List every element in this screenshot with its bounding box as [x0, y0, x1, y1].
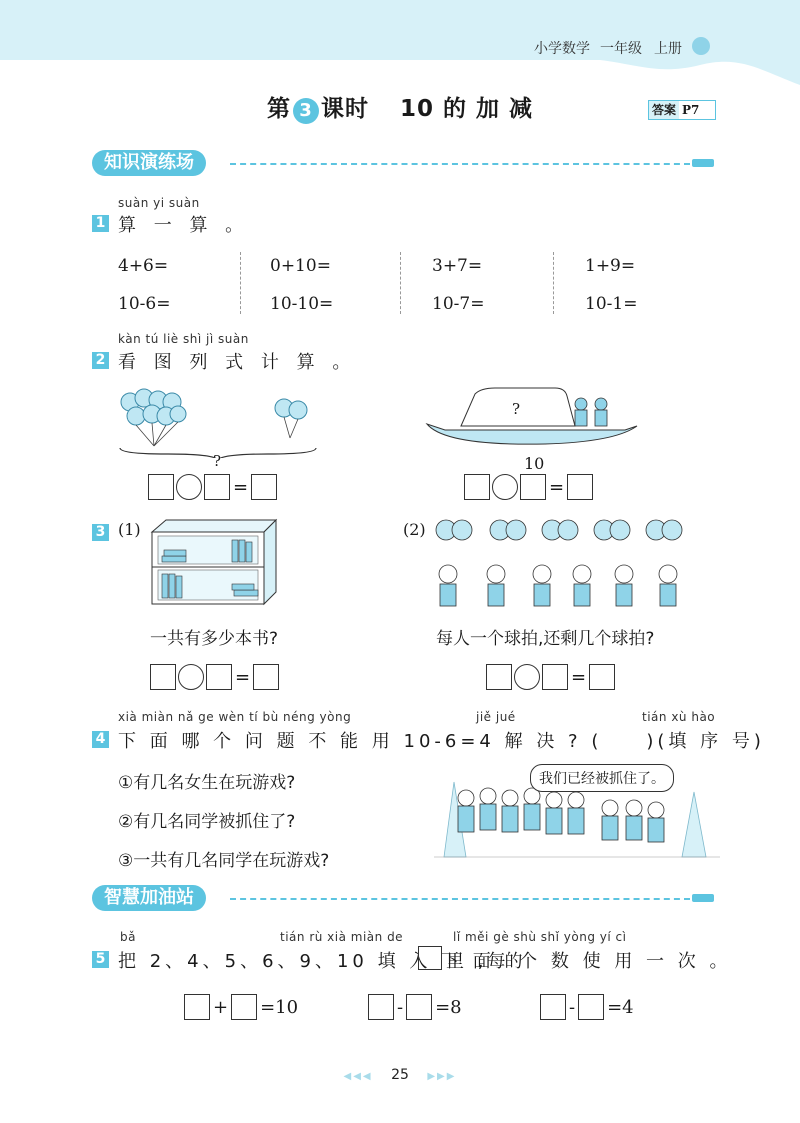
- q2-stem: 看 图 列 式 计 算 。: [118, 352, 357, 373]
- q5-equation-3: [540, 994, 637, 1020]
- q4-stem: 下 面 哪 个 问 题 不 能 用 10-6=4 解 决 ? ( )(填 序 号): [118, 731, 765, 752]
- q3-part2-question: 每人一个球拍,还剩几个球拍?: [436, 629, 655, 649]
- answer-box[interactable]: [520, 474, 546, 500]
- q5-stem-end: 里 ,每 个 数 使 用 一 次 。: [446, 951, 732, 972]
- q1-expr: 10-10=: [270, 294, 334, 314]
- bookshelf-illustration: [148, 518, 280, 606]
- header-volume: 上册: [654, 41, 682, 57]
- section-banner-practice: 知识演练场: [92, 150, 206, 176]
- answer-box[interactable]: [204, 474, 230, 500]
- answer-reference: [648, 100, 716, 120]
- equation-rhs: =10: [260, 996, 299, 1018]
- column-divider: [240, 252, 241, 314]
- answer-box[interactable]: [589, 664, 615, 690]
- equals-sign: =: [235, 666, 251, 688]
- header-circle-icon: [692, 37, 710, 55]
- paddles-and-children-illustration: [434, 518, 690, 608]
- answer-box[interactable]: [464, 474, 490, 500]
- operator: +: [213, 996, 229, 1018]
- q2-right-total: 10: [524, 454, 545, 473]
- operator-circle[interactable]: [492, 474, 518, 500]
- balloons-illustration: [118, 388, 328, 458]
- answer-page: P7: [682, 103, 700, 117]
- title-suffix: 课时: [320, 96, 369, 122]
- q4-option: ③一共有几名同学在玩游戏?: [118, 851, 330, 871]
- answer-box[interactable]: [368, 994, 394, 1020]
- equals-sign: =: [233, 476, 249, 498]
- answer-box[interactable]: [567, 474, 593, 500]
- q1-stem: 算 一 算 。: [118, 215, 250, 236]
- q4-pinyin: xià miàn nǎ ge wèn tí bù néng yòng: [118, 710, 352, 724]
- section-banner-wisdom: 智慧加油站: [92, 885, 206, 911]
- q1-number: 1: [92, 215, 109, 232]
- q2-pinyin: kàn tú liè shì jì suàn: [118, 332, 249, 346]
- q5-pinyin-end: lǐ měi gè shù shǐ yòng yí cì: [453, 930, 627, 944]
- q3-part1-answer-boxes: [150, 664, 279, 690]
- q5-number: 5: [92, 951, 109, 968]
- q5-equation-1: [184, 994, 301, 1020]
- q4-number: 4: [92, 731, 109, 748]
- answer-label: 答案: [649, 101, 679, 119]
- q4-option: ①有几名女生在玩游戏?: [118, 773, 296, 793]
- q2-number: 2: [92, 352, 109, 369]
- pencil-icon: [692, 894, 714, 902]
- q1-pinyin: suàn yi suàn: [118, 196, 200, 210]
- answer-box[interactable]: [253, 664, 279, 690]
- q1-expr: 1+9=: [585, 256, 636, 276]
- right-arrows-icon: ▶▶▶: [427, 1071, 457, 1082]
- section-divider: [230, 163, 690, 165]
- q2-left-question: ?: [213, 452, 222, 470]
- q3-part2-label: (2): [403, 520, 426, 539]
- operator-circle[interactable]: [176, 474, 202, 500]
- q5-equation-2: [368, 994, 465, 1020]
- example-box: [418, 946, 442, 970]
- q3-part1-question: 一共有多少本书?: [150, 629, 279, 649]
- q3-part1-label: (1): [118, 520, 141, 539]
- answer-box[interactable]: [184, 994, 210, 1020]
- q1-expr: 10-1=: [585, 294, 638, 314]
- q5-pinyin-ba: bǎ: [120, 930, 136, 944]
- equals-sign: =: [571, 666, 587, 688]
- q4-pinyin-tianxu: tián xù hào: [642, 710, 716, 724]
- answer-box[interactable]: [540, 994, 566, 1020]
- answer-box[interactable]: [406, 994, 432, 1020]
- page-footer: [0, 1067, 800, 1083]
- boat-illustration: [425, 386, 640, 448]
- answer-box[interactable]: [148, 474, 174, 500]
- operator-circle[interactable]: [178, 664, 204, 690]
- q5-pinyin-mid: tián rù xià miàn de: [280, 930, 404, 944]
- title-topic: 10 的 加 减: [399, 96, 534, 122]
- answer-box[interactable]: [486, 664, 512, 690]
- page-number: 25: [391, 1067, 409, 1083]
- q5-stem-start: 把 2、4、5、6、9、10 填 入 下 面 的: [118, 951, 527, 972]
- left-arrows-icon: ◀◀◀: [343, 1071, 373, 1082]
- column-divider: [400, 252, 401, 314]
- lesson-number-badge: 3: [293, 98, 319, 124]
- pencil-icon: [692, 159, 714, 167]
- q2-right-answer-boxes: [464, 474, 593, 500]
- q3-number: 3: [92, 524, 109, 541]
- answer-box[interactable]: [251, 474, 277, 500]
- q2-right-question: ?: [512, 400, 521, 418]
- header-grade: 一年级: [600, 41, 642, 57]
- q1-expr: 10-6=: [118, 294, 171, 314]
- title-prefix: 第: [266, 96, 291, 122]
- section-divider: [230, 898, 690, 900]
- answer-box[interactable]: [542, 664, 568, 690]
- operator-circle[interactable]: [514, 664, 540, 690]
- q3-part2-answer-boxes: [486, 664, 615, 690]
- q1-expr: 10-7=: [432, 294, 485, 314]
- equals-sign: =: [549, 476, 565, 498]
- column-divider: [553, 252, 554, 314]
- header-subject: 小学数学: [534, 41, 590, 57]
- q1-expr: 4+6=: [118, 256, 169, 276]
- answer-box[interactable]: [206, 664, 232, 690]
- q1-expr: 3+7=: [432, 256, 483, 276]
- answer-box[interactable]: [578, 994, 604, 1020]
- q1-expr: 0+10=: [270, 256, 331, 276]
- operator: -: [569, 996, 576, 1018]
- q2-left-answer-boxes: [148, 474, 277, 500]
- operator: -: [397, 996, 404, 1018]
- answer-box[interactable]: [150, 664, 176, 690]
- equation-rhs: =4: [607, 996, 634, 1018]
- speech-bubble: 我们已经被抓住了。: [530, 764, 674, 792]
- q4-option: ②有几名同学被抓住了?: [118, 812, 296, 832]
- q4-pinyin-jiejue: jiě jué: [476, 710, 516, 724]
- answer-box[interactable]: [231, 994, 257, 1020]
- equation-rhs: =8: [435, 996, 462, 1018]
